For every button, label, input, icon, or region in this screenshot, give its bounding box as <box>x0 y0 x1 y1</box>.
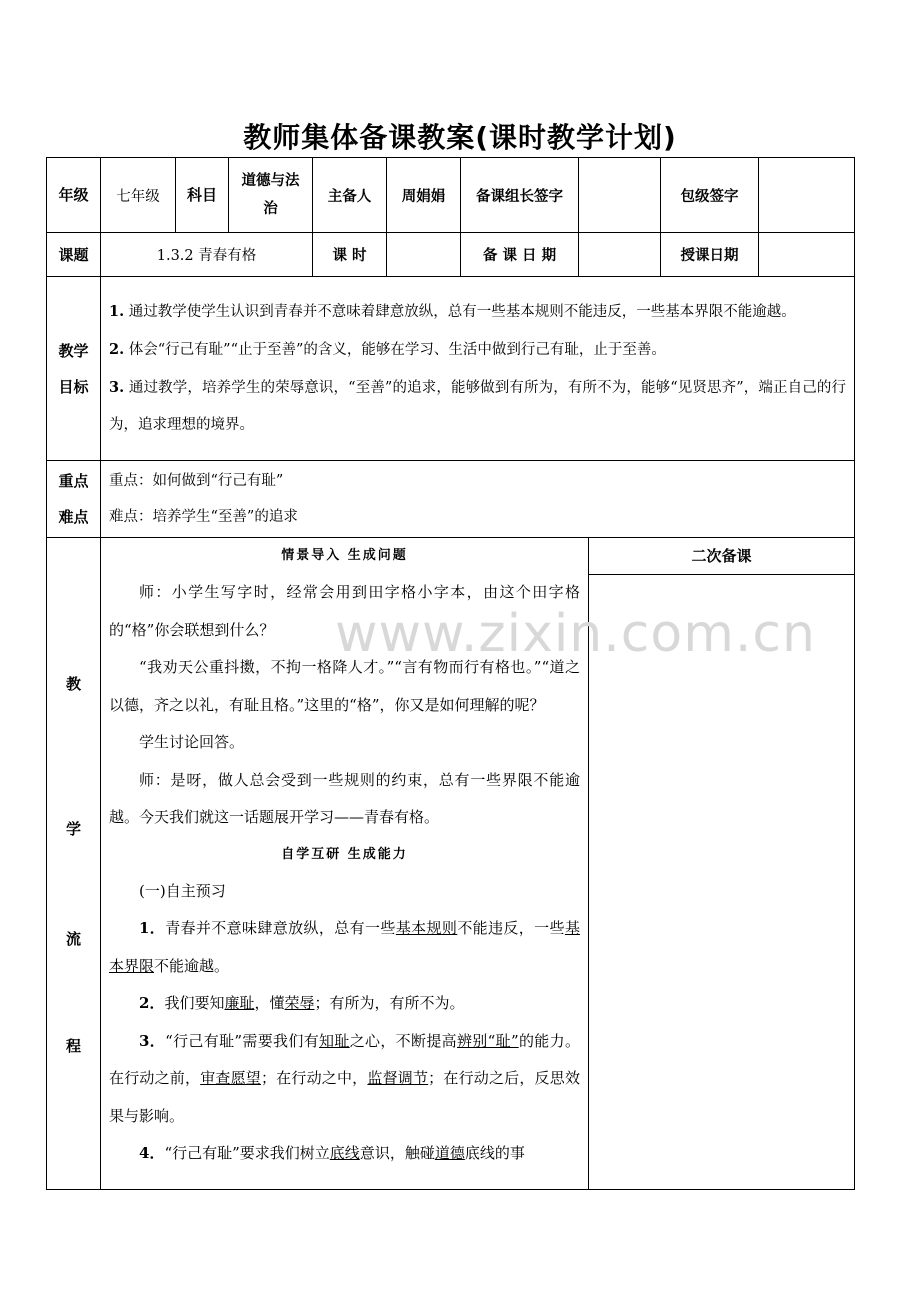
paragraph: 学生讨论回答。 <box>139 733 245 751</box>
subject-value-line2: 治 <box>263 200 278 217</box>
preparer-value: 周娟娟 <box>387 158 461 233</box>
grade-label: 年级 <box>47 158 101 233</box>
preview-item: 4．“行己有耻”要求我们树立底线意识，触碰道德底线的事 <box>139 1144 525 1162</box>
process-label-char: 学 <box>65 820 81 838</box>
process-label-char: 教 <box>65 675 81 693</box>
goals-label-line1: 教学 <box>58 341 89 360</box>
key-points-content <box>101 461 855 538</box>
process-label-char: 流 <box>65 930 81 948</box>
lesson-row <box>47 233 855 277</box>
header-row <box>47 158 855 233</box>
subject-value-line1: 道德与法 <box>241 172 300 189</box>
group-leader-label: 备课组长签字 <box>461 158 579 233</box>
subject-label: 科目 <box>176 158 229 233</box>
key-points-label <box>47 461 101 538</box>
paragraph: “我劝天公重抖擞，不拘一格降人才。”“言有物而行有格也。”“道之以德，齐之以礼，有耻且格。”这里的“格”，你又是如何理解的呢？ <box>109 658 580 714</box>
difficult-point: 难点：培养学生“至善”的追求 <box>109 509 298 525</box>
process-row <box>47 538 855 1190</box>
lesson-plan-table <box>46 157 855 1190</box>
goal-item: 2. 体会“行己有耻”“止于至善”的含义，能够在学习、生活中做到行己有耻，止于至善。 <box>109 341 666 358</box>
subsection-title: (一)自主预习 <box>139 881 226 900</box>
topic-value: 1.3.2 青春有格 <box>101 233 313 277</box>
goals-label <box>47 277 101 461</box>
key-point: 重点：如何做到“行己有耻” <box>109 473 284 489</box>
prep-date-label: 备 课 日 期 <box>461 233 579 277</box>
goal-item: 3. 通过教学，培养学生的荣辱意识，“至善”的追求，能够做到有所为，有所不为，能够“见贤思齐”，端正自己的行为，追求理想的境界。 <box>109 379 846 433</box>
prep-date-value <box>579 233 661 277</box>
key-points-label-line1: 重点 <box>58 472 89 490</box>
process-label <box>47 538 101 1190</box>
watermark: www.zixin.com.cn <box>335 604 816 664</box>
preview-item: 1．青春并不意味肆意放纵，总有一些基本规则不能违反，一些基本界限不能逾越。 <box>109 919 580 975</box>
period-value <box>387 233 461 277</box>
supervisor-signature <box>759 158 855 233</box>
paragraph: 师：小学生写字时，经常会用到田字格小字本，由这个田字格的“格”你会联想到什么？ <box>109 583 580 639</box>
goal-item: 1. 通过教学使学生认识到青春并不意味着肆意放纵，总有一些基本规则不能违反，一些基本界限不能逾越。 <box>109 303 796 320</box>
section-title: 自学互研 生成能力 <box>281 846 408 862</box>
key-points-label-line2: 难点 <box>58 508 89 526</box>
key-points-row <box>47 461 855 538</box>
teach-date-label: 授课日期 <box>661 233 759 277</box>
period-label: 课 时 <box>313 233 387 277</box>
preparer-label: 主备人 <box>313 158 387 233</box>
process-content <box>101 538 589 1190</box>
goals-content <box>101 277 855 461</box>
second-prep-column <box>589 538 855 1190</box>
goals-label-line2: 目标 <box>58 377 89 396</box>
second-prep-label: 二次备课 <box>589 538 854 575</box>
process-label-char: 程 <box>65 1037 81 1055</box>
paragraph: 师：是呀，做人总会受到一些规则的约束，总有一些界限不能逾越。今天我们就这一话题展开学习——青春有格。 <box>109 770 580 826</box>
supervisor-label: 包级签字 <box>661 158 759 233</box>
teach-date-value <box>759 233 855 277</box>
subject-value <box>229 158 313 233</box>
section-title: 情景导入 生成问题 <box>281 548 408 563</box>
grade-value: 七年级 <box>101 158 176 233</box>
goals-row <box>47 277 855 461</box>
page-title: 教师集体备课教案(课时教学计划) <box>243 121 677 154</box>
topic-label: 课题 <box>47 233 101 277</box>
preview-item: 2．我们要知廉耻，懂荣辱；有所为，有所不为。 <box>139 994 465 1012</box>
preview-item: 3．“行己有耻”需要我们有知耻之心，不断提高辨别“耻”的能力。在行动之前，审查愿望；在行动之中，监督调节；在行动之后，反思效果与影响。 <box>109 1031 580 1125</box>
group-leader-signature <box>579 158 661 233</box>
